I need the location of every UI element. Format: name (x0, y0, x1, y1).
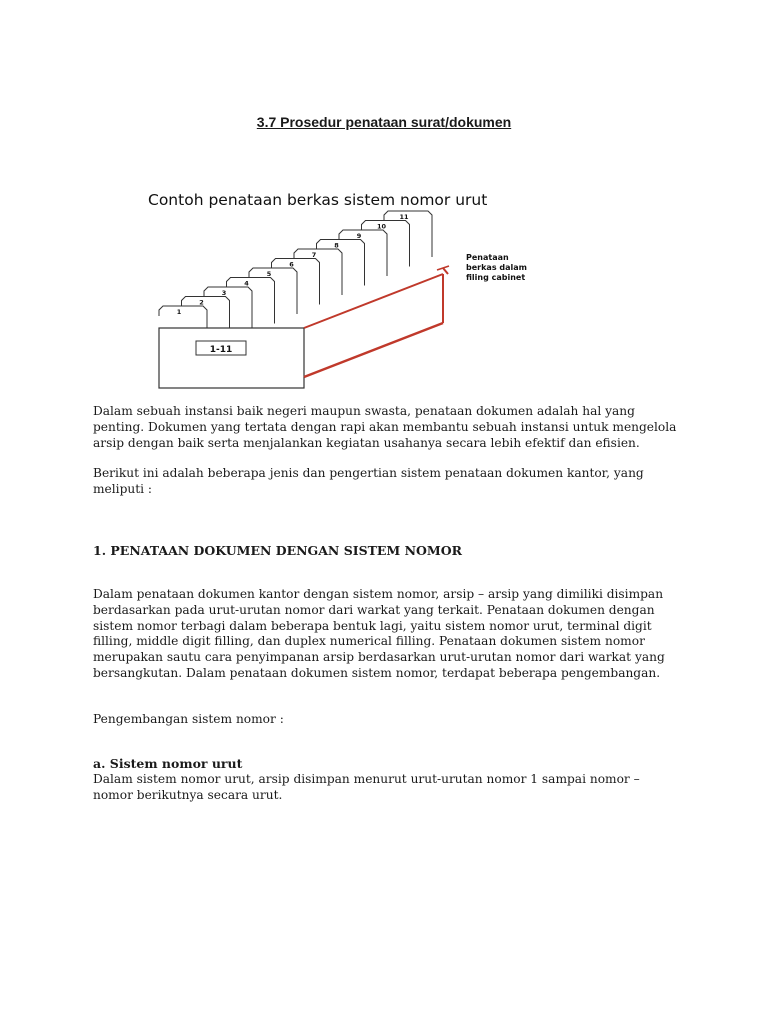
tab-outline (339, 230, 387, 240)
tab-number: 7 (311, 251, 317, 259)
intro-paragraph-1: Dalam sebuah instansi baik negeri maupun swasta, penataan dokumen adalah hal yang penting. Dokumen yang tertata dengan rapi akan membantu sebuah instansi untuk mengelola arsip dengan baik serta menjalankan kegiatan usahanya secara lebih efektif dan efisien. (93, 404, 677, 450)
rail-segment (304, 323, 443, 377)
section-1-paragraph: Dalam penataan dokumen kantor dengan sistem nomor, arsip – arsip yang dimiliki disimpan berdasarkan pada urut-urutan nomor dari warkat yang terkait. Penataan dokumen dengan sistem nomor terbagi dalam beberapa bentuk lagi, yaitu sistem nomor urut, terminal digit filling, middle digit filling, dan duplex numerical filling. Penataan dokumen sistem nomor merupakan sautu cara penyimpanan arsip berdasarkan urut-urutan nomor dari warkat yang bersangkutan. Dalam penataan dokumen sistem nomor, terdapat beberapa pengembangan. (93, 587, 665, 680)
tab-outline (272, 259, 320, 269)
page-title: 3.7 Prosedur penataan surat/dokumen (256, 114, 512, 130)
tab-number: 8 (334, 241, 339, 250)
tab-outline (182, 297, 230, 307)
tab-number: 10 (376, 222, 387, 231)
tab-number: 4 (244, 279, 249, 288)
subsection-a-paragraph: Dalam sistem nomor urut, arsip disimpan menurut urut-urutan nomor 1 sampai nomor – nomor berikutnya secara urut. (93, 772, 640, 802)
tab-number: 11 (399, 213, 409, 221)
tab-outline (249, 268, 297, 278)
side-label-line-3: filing cabinet (466, 273, 526, 282)
tab-number: 5 (266, 270, 272, 278)
section-1-heading: 1. PENATAAN DOKUMEN DENGAN SISTEM NOMOR (93, 543, 463, 558)
tab-number: 2 (199, 298, 204, 307)
section-1-list-intro: Pengembangan sistem nomor : (93, 712, 284, 726)
filing-cabinet-figure (93, 178, 593, 392)
tab-number: 9 (356, 232, 362, 240)
rail-segment (304, 274, 443, 328)
tab-number: 6 (289, 260, 294, 269)
rail-segment (443, 268, 448, 274)
tab-outline (159, 306, 207, 316)
side-label-line-2: berkas dalam (466, 263, 527, 272)
tab-outline (204, 287, 252, 297)
tab-outline (317, 240, 365, 250)
folder-label: 1-11 (209, 345, 233, 355)
side-label-line-1: Penataan (466, 253, 509, 262)
tab-number: 3 (221, 289, 227, 297)
tab-outline (294, 249, 342, 259)
figure-caption: Contoh penataan berkas sistem nomor urut (148, 191, 488, 209)
intro-paragraph-2: Berikut ini adalah beberapa jenis dan pengertian sistem penataan dokumen kantor, yang meliputi : (93, 466, 644, 496)
front-folder (159, 328, 304, 388)
subsection-a-heading: a. Sistem nomor urut (93, 756, 243, 771)
cabinet-rail (304, 266, 449, 377)
tab-outline (227, 278, 275, 288)
tab-number: 1 (176, 308, 182, 316)
